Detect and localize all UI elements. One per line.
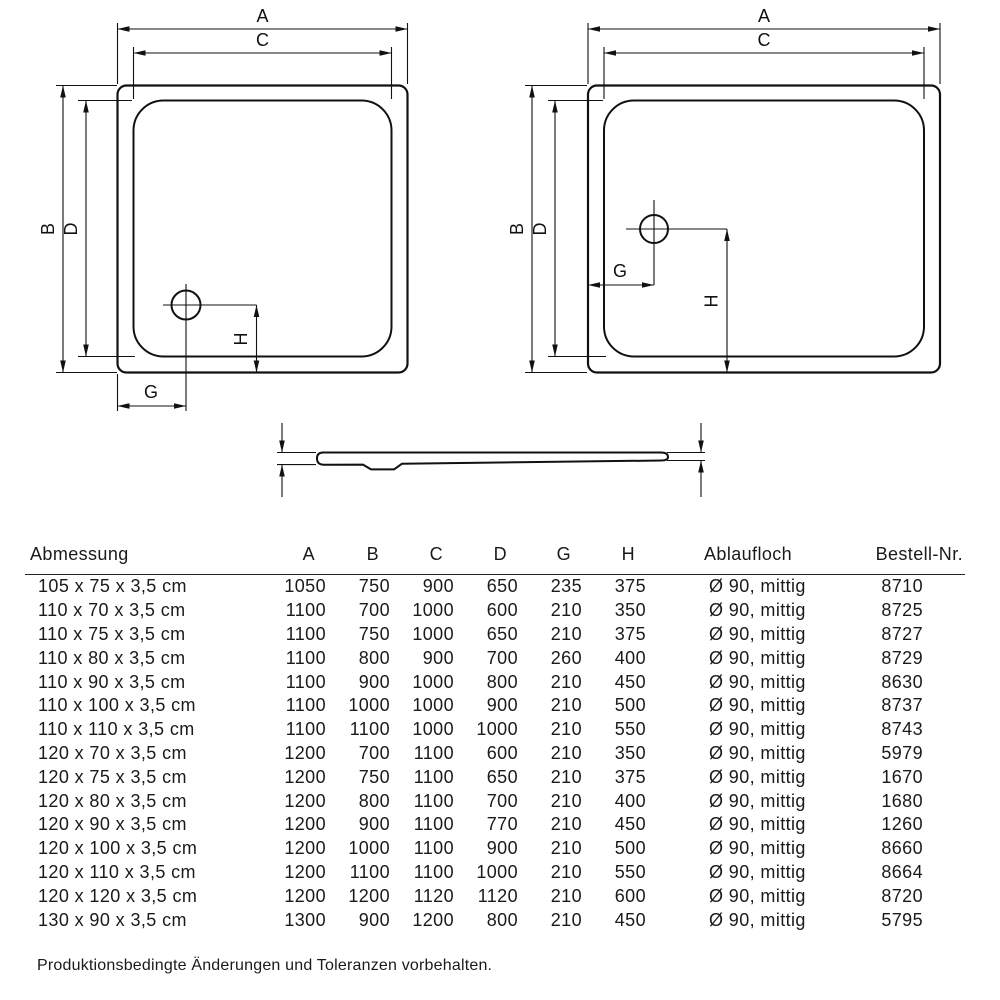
cell-ablaufloch: Ø 90, mittig	[709, 647, 806, 668]
cell-c: 1000	[412, 719, 454, 740]
dim-label-b: B	[38, 222, 58, 236]
table-row	[25, 813, 965, 837]
cell-c: 1000	[412, 623, 454, 644]
side-profile-view	[277, 423, 705, 497]
cell-d: 1120	[477, 885, 518, 906]
cell-g: 210	[550, 742, 582, 763]
cell-c: 1100	[413, 790, 454, 811]
table-row	[25, 575, 965, 599]
tray-profile-outline	[317, 453, 668, 470]
cell-bestell-nr: 5795	[881, 909, 923, 930]
cell-ablaufloch: Ø 90, mittig	[709, 695, 806, 716]
cell-d: 600	[486, 742, 518, 763]
cell-a: 1100	[285, 623, 326, 644]
cell-h: 350	[614, 742, 646, 763]
cell-abmessung: 110 x 100 x 3,5 cm	[38, 695, 196, 716]
cell-c: 1000	[412, 695, 454, 716]
cell-a: 1100	[285, 600, 326, 621]
cell-abmessung: 110 x 110 x 3,5 cm	[38, 719, 195, 740]
dim-label-b: B	[507, 222, 527, 236]
cell-h: 375	[614, 623, 646, 644]
cell-a: 1100	[285, 647, 326, 668]
cell-h: 400	[614, 790, 646, 811]
cell-g: 260	[550, 647, 582, 668]
cell-g: 210	[550, 766, 582, 787]
cell-a: 1050	[284, 576, 326, 597]
dim-label-a: A	[757, 6, 771, 26]
cell-d: 1000	[476, 861, 518, 882]
dim-H	[231, 305, 257, 373]
cell-bestell-nr: 1260	[881, 814, 923, 835]
cell-g: 210	[550, 671, 582, 692]
table-row	[25, 694, 965, 718]
dim-G	[588, 261, 654, 285]
cell-b: 800	[358, 647, 390, 668]
cell-b: 900	[358, 671, 390, 692]
col-header-g: G	[518, 544, 582, 575]
cell-c: 900	[422, 647, 454, 668]
dim-G	[118, 382, 187, 406]
cell-h: 450	[614, 909, 646, 930]
cell-d: 800	[486, 671, 518, 692]
cell-ablaufloch: Ø 90, mittig	[709, 623, 806, 644]
cell-g: 210	[550, 861, 582, 882]
cell-a: 1300	[284, 909, 326, 930]
cell-bestell-nr: 8729	[881, 647, 923, 668]
cell-a: 1200	[284, 861, 326, 882]
cell-ablaufloch: Ø 90, mittig	[709, 719, 806, 740]
dim-A	[588, 6, 940, 29]
cell-d: 650	[486, 623, 518, 644]
cell-g: 210	[550, 814, 582, 835]
cell-bestell-nr: 8743	[881, 719, 923, 740]
cell-bestell-nr: 1680	[881, 790, 923, 811]
cell-h: 400	[614, 647, 646, 668]
cell-b: 1200	[348, 885, 390, 906]
cell-h: 600	[614, 885, 646, 906]
cell-c: 1100	[413, 814, 454, 835]
table-row	[25, 670, 965, 694]
table-row	[25, 718, 965, 742]
cell-b: 1100	[349, 719, 390, 740]
cell-bestell-nr: 8710	[881, 576, 923, 597]
dim-A	[118, 6, 408, 29]
cell-ablaufloch: Ø 90, mittig	[709, 766, 806, 787]
cell-b: 1100	[349, 861, 390, 882]
cell-ablaufloch: Ø 90, mittig	[709, 861, 806, 882]
outer-rim	[118, 86, 408, 373]
col-header-a: A	[281, 544, 326, 575]
cell-b: 1000	[348, 838, 390, 859]
cell-c: 1000	[412, 600, 454, 621]
cell-ablaufloch: Ø 90, mittig	[709, 671, 806, 692]
table-row	[25, 646, 965, 670]
cell-b: 700	[358, 742, 390, 763]
cell-d: 650	[486, 576, 518, 597]
cell-abmessung: 105 x 75 x 3,5 cm	[38, 576, 187, 597]
cell-abmessung: 110 x 90 x 3,5 cm	[38, 671, 186, 692]
cell-c: 1100	[413, 766, 454, 787]
cell-bestell-nr: 8725	[881, 600, 923, 621]
table-row	[25, 623, 965, 647]
cell-abmessung: 120 x 80 x 3,5 cm	[38, 790, 187, 811]
cell-d: 1000	[476, 719, 518, 740]
cell-h: 550	[614, 719, 646, 740]
cell-c: 1100	[413, 861, 454, 882]
cell-d: 650	[486, 766, 518, 787]
dim-label-g: G	[143, 382, 159, 402]
cell-h: 500	[614, 695, 646, 716]
cell-b: 900	[358, 814, 390, 835]
cell-bestell-nr: 8727	[881, 623, 923, 644]
cell-d: 900	[486, 695, 518, 716]
cell-ablaufloch: Ø 90, mittig	[709, 814, 806, 835]
cell-g: 210	[550, 885, 582, 906]
col-header-abmessung: Abmessung	[25, 544, 281, 575]
cell-d: 700	[486, 647, 518, 668]
cell-abmessung: 120 x 120 x 3,5 cm	[38, 885, 198, 906]
cell-bestell-nr: 1670	[881, 766, 923, 787]
dim-D	[61, 101, 86, 357]
col-header-h: H	[582, 544, 646, 575]
cell-h: 350	[614, 600, 646, 621]
cell-ablaufloch: Ø 90, mittig	[709, 742, 806, 763]
cell-g: 210	[550, 695, 582, 716]
cell-a: 1200	[284, 766, 326, 787]
cell-bestell-nr: 8664	[881, 861, 923, 882]
cell-h: 375	[614, 766, 646, 787]
cell-abmessung: 110 x 80 x 3,5 cm	[38, 647, 186, 668]
dim-B	[507, 86, 532, 373]
cell-ablaufloch: Ø 90, mittig	[709, 576, 806, 597]
cell-ablaufloch: Ø 90, mittig	[709, 600, 806, 621]
cell-a: 1100	[285, 671, 326, 692]
cell-ablaufloch: Ø 90, mittig	[709, 838, 806, 859]
cell-abmessung: 120 x 100 x 3,5 cm	[38, 838, 198, 859]
table-row	[25, 837, 965, 861]
cell-ablaufloch: Ø 90, mittig	[709, 790, 806, 811]
cell-h: 500	[614, 838, 646, 859]
dim-label-h: H	[231, 332, 251, 346]
col-header-ablaufloch: Ablaufloch	[646, 544, 865, 575]
dim-label-h: H	[701, 294, 722, 308]
dim-label-c: C	[256, 30, 269, 50]
dim-label-c: C	[757, 30, 771, 50]
cell-b: 900	[358, 909, 390, 930]
cell-ablaufloch: Ø 90, mittig	[709, 909, 806, 930]
cell-b: 700	[358, 600, 390, 621]
table-row	[25, 908, 965, 932]
cell-a: 1100	[285, 695, 326, 716]
dim-label-g: G	[612, 261, 628, 281]
dim-C	[604, 30, 924, 53]
table-row	[25, 599, 965, 623]
cell-c: 900	[422, 576, 454, 597]
col-header-b: B	[326, 544, 390, 575]
cell-d: 700	[486, 790, 518, 811]
cell-a: 1200	[284, 838, 326, 859]
col-header-bestell-nr: Bestell-Nr.	[865, 544, 965, 575]
dim-label-d: D	[61, 222, 81, 236]
rectangular-tray-top-view	[507, 6, 940, 373]
cell-g: 235	[550, 576, 582, 597]
cell-c: 1000	[412, 671, 454, 692]
square-tray-top-view	[38, 6, 408, 411]
cell-bestell-nr: 8660	[881, 838, 923, 859]
cell-a: 1100	[285, 719, 326, 740]
cell-a: 1200	[284, 885, 326, 906]
dim-B	[38, 86, 63, 373]
col-header-d: D	[454, 544, 518, 575]
cell-g: 210	[550, 838, 582, 859]
cell-a: 1200	[284, 742, 326, 763]
cell-h: 450	[614, 671, 646, 692]
table-row	[25, 765, 965, 789]
cell-h: 550	[614, 861, 646, 882]
cell-abmessung: 120 x 70 x 3,5 cm	[38, 742, 187, 763]
cell-b: 750	[358, 576, 390, 597]
cell-h: 375	[614, 576, 646, 597]
cell-c: 1200	[412, 909, 454, 930]
dim-H	[702, 229, 728, 373]
cell-c: 1100	[413, 742, 454, 763]
cell-c: 1120	[413, 885, 454, 906]
cell-bestell-nr: 8720	[881, 885, 923, 906]
cell-abmessung: 130 x 90 x 3,5 cm	[38, 909, 187, 930]
cell-h: 450	[614, 814, 646, 835]
footnote: Produktionsbedingte Änderungen und Toleranzen vorbehalten.	[37, 957, 493, 974]
cell-abmessung: 110 x 75 x 3,5 cm	[38, 623, 186, 644]
cell-d: 900	[486, 838, 518, 859]
cell-d: 800	[486, 909, 518, 930]
dim-C	[134, 30, 392, 53]
cell-abmessung: 120 x 90 x 3,5 cm	[38, 814, 187, 835]
cell-b: 1000	[348, 695, 390, 716]
cell-ablaufloch: Ø 90, mittig	[709, 885, 806, 906]
cell-bestell-nr: 8630	[881, 671, 923, 692]
cell-bestell-nr: 5979	[881, 742, 923, 763]
dim-D	[530, 101, 555, 357]
table-row	[25, 789, 965, 813]
table-header-row	[25, 544, 965, 575]
cell-d: 600	[486, 600, 518, 621]
cell-g: 210	[550, 623, 582, 644]
table-row	[25, 742, 965, 766]
cell-g: 210	[550, 600, 582, 621]
table-row	[25, 861, 965, 885]
cell-b: 750	[358, 766, 390, 787]
dim-label-a: A	[256, 6, 269, 26]
cell-c: 1100	[413, 838, 454, 859]
col-header-c: C	[390, 544, 454, 575]
cell-d: 770	[486, 814, 518, 835]
cell-abmessung: 110 x 70 x 3,5 cm	[38, 600, 186, 621]
cell-a: 1200	[284, 790, 326, 811]
dimensions-table	[25, 544, 965, 932]
cell-bestell-nr: 8737	[881, 695, 923, 716]
table-row	[25, 884, 965, 908]
cell-b: 800	[358, 790, 390, 811]
cell-abmessung: 120 x 75 x 3,5 cm	[38, 766, 187, 787]
inner-basin	[134, 101, 392, 357]
cell-g: 210	[550, 790, 582, 811]
cell-abmessung: 120 x 110 x 3,5 cm	[38, 861, 196, 882]
table-body	[25, 575, 965, 932]
dim-label-d: D	[530, 222, 550, 236]
cell-a: 1200	[284, 814, 326, 835]
cell-g: 210	[550, 719, 582, 740]
cell-g: 210	[550, 909, 582, 930]
cell-b: 750	[358, 623, 390, 644]
